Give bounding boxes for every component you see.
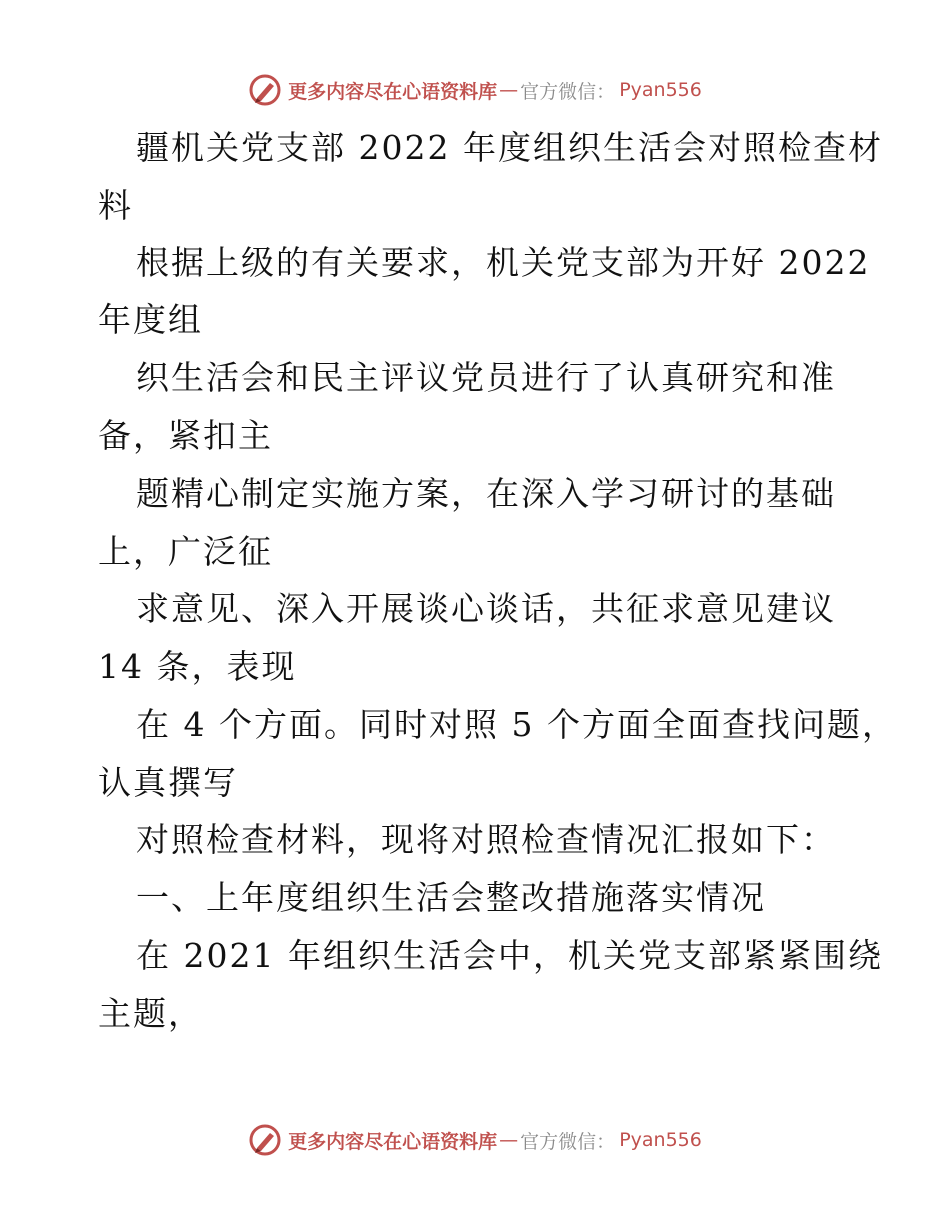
paragraph-line: 求意见、深入开展谈心谈话，共征求意见建议 [136, 589, 836, 628]
paragraph-line: 对照检查材料，现将对照检查情况汇报如下： [136, 820, 836, 859]
watermark-separator: — [499, 1129, 519, 1151]
footer-watermark [0, 1120, 950, 1160]
section-heading: 一、上年度组织生活会整改措施落实情况 [136, 878, 766, 917]
paragraph-line: 织生活会和民主评议党员进行了认真研究和准 [136, 358, 836, 397]
document-title-line-1: 疆机关党支部 2022 年度组织生活会对照检查材 [136, 128, 883, 167]
watermark-label: 官方微信： [520, 80, 616, 103]
paragraph-line: 在 4 个方面。同时对照 5 个方面全面查找问题， [136, 705, 897, 744]
watermark-id: Pyan556 [619, 1129, 702, 1151]
paragraph-line: 备，紧扣主 [98, 416, 273, 455]
paragraph-line: 年度组 [98, 300, 203, 339]
watermark-separator: — [499, 79, 519, 101]
document-title-line-2: 料 [98, 186, 133, 225]
paragraph-line: 主题， [98, 994, 203, 1033]
paragraph-line: 认真撰写 [98, 763, 238, 802]
paragraph-line: 14 条，表现 [98, 647, 297, 686]
paragraph-line: 题精心制定实施方案，在深入学习研讨的基础 [136, 474, 836, 513]
pen-logo-icon [248, 73, 282, 107]
watermark-id: Pyan556 [619, 79, 702, 101]
pen-logo-icon [248, 1123, 282, 1157]
watermark-main-text: 更多内容尽在心语资料库 [288, 1130, 498, 1153]
watermark-label: 官方微信： [520, 1130, 616, 1153]
paragraph-line: 上，广泛征 [98, 532, 273, 571]
header-watermark [0, 70, 950, 110]
watermark-main-text: 更多内容尽在心语资料库 [288, 80, 498, 103]
paragraph-line: 在 2021 年组织生活会中，机关党支部紧紧围绕 [136, 936, 883, 975]
paragraph-line: 根据上级的有关要求，机关党支部为开好 2022 [136, 243, 871, 282]
